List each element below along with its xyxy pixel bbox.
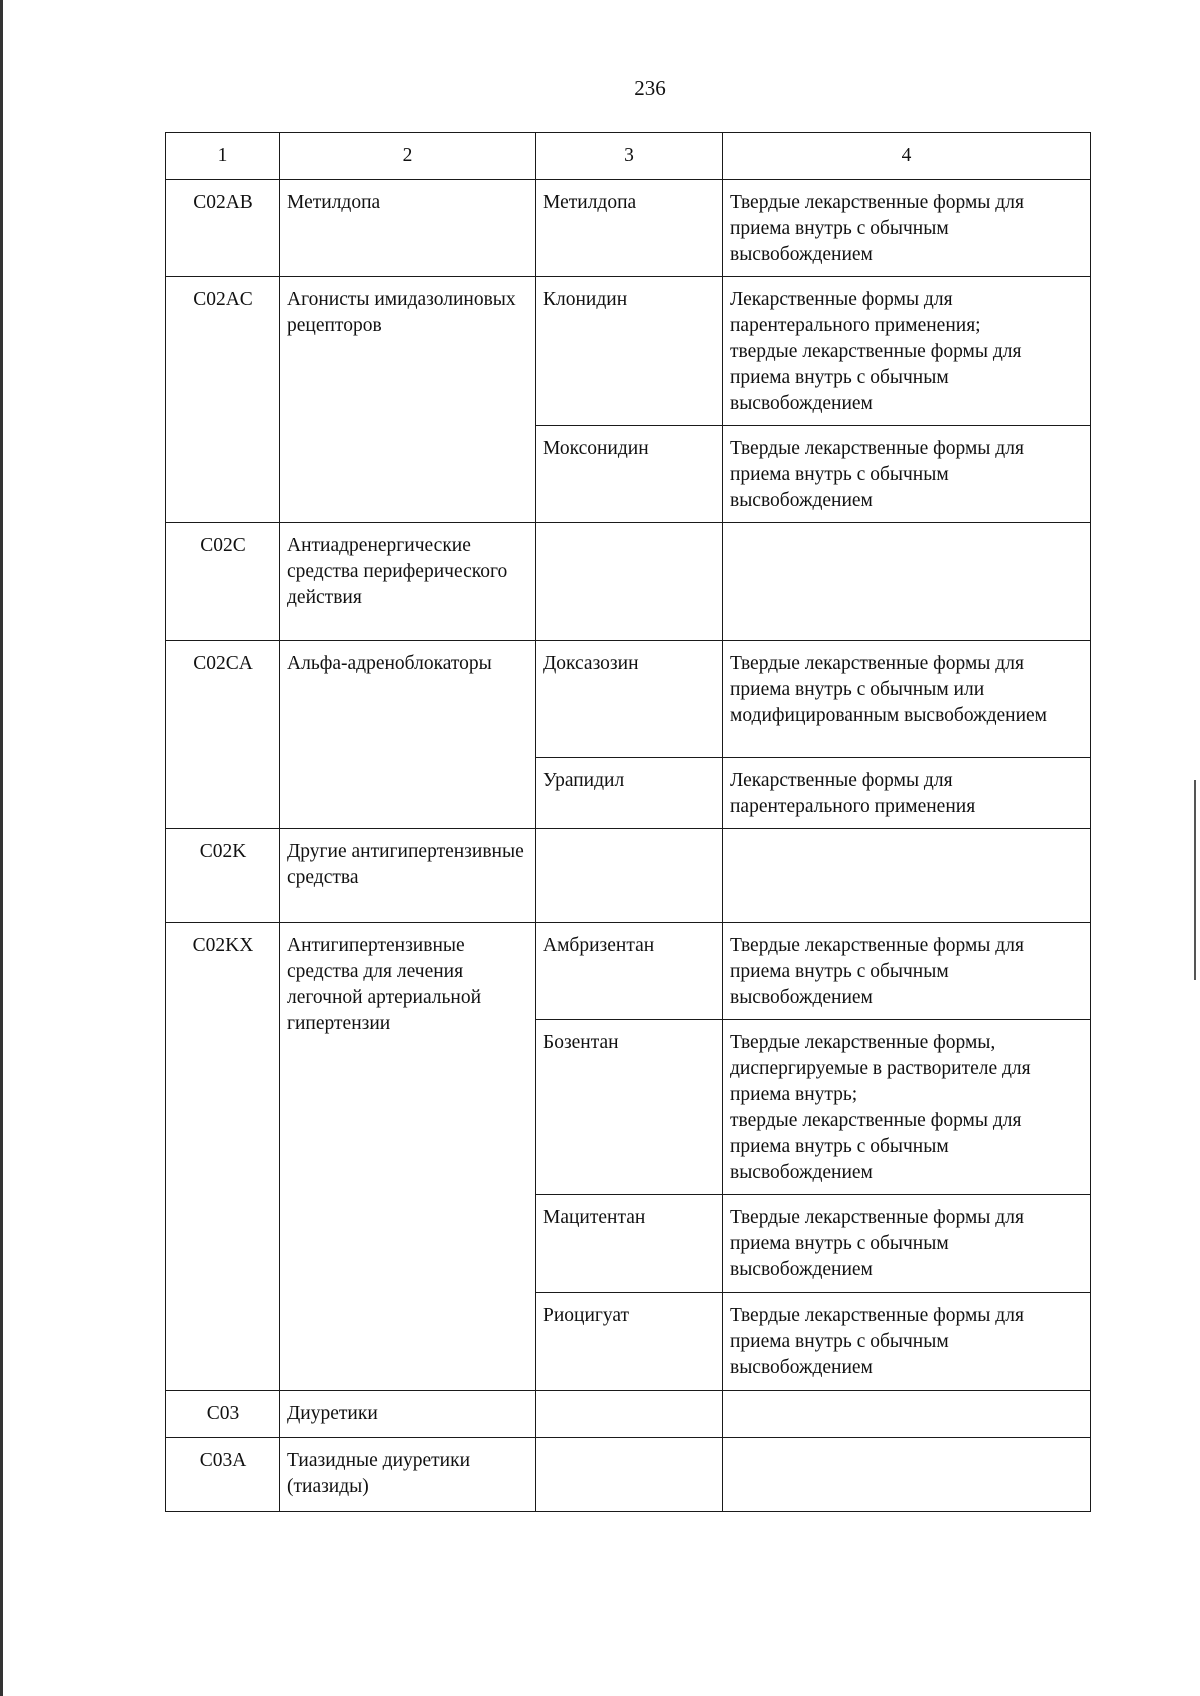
table-row <box>166 1438 1091 1512</box>
drug-name: Риоцигуат <box>536 1293 723 1391</box>
scan-edge-right <box>1194 780 1196 980</box>
table-row <box>166 829 1091 923</box>
atc-group: Антиадренергические средства периферического действия <box>280 523 536 641</box>
drug-name: Клонидин <box>536 277 723 426</box>
dosage-form: Лекарственные формы для парентерального применения; твердые лекарственные формы для приема внутрь с обычным высвобождением <box>723 277 1091 426</box>
atc-code: C03 <box>166 1391 280 1438</box>
dosage-form <box>723 1438 1091 1512</box>
dosage-form: Твердые лекарственные формы, диспергируемые в растворителе для приема внутрь; твердые лекарственные формы для приема внутрь с обычным высвобождением <box>723 1020 1091 1195</box>
atc-group: Метилдопа <box>280 180 536 277</box>
scan-edge <box>0 0 3 1696</box>
dosage-form: Твердые лекарственные формы для приема внутрь с обычным высвобождением <box>723 1195 1091 1293</box>
atc-group: Диуретики <box>280 1391 536 1438</box>
dosage-form: Твердые лекарственные формы для приема внутрь с обычным высвобождением <box>723 426 1091 523</box>
drug-name: Мацитентан <box>536 1195 723 1293</box>
atc-group: Тиазидные диуретики (тиазиды) <box>280 1438 536 1512</box>
dosage-form <box>723 523 1091 641</box>
atc-group: Агонисты имидазолиновых рецепторов <box>280 277 536 523</box>
dosage-form <box>723 829 1091 923</box>
atc-group: Антигипертензивные средства для лечения легочной артериальной гипертензии <box>280 923 536 1391</box>
drug-name: Урапидил <box>536 758 723 829</box>
column-header: 2 <box>280 133 536 180</box>
medication-table <box>165 132 1091 1512</box>
drug-name <box>536 1438 723 1512</box>
table-row <box>166 180 1091 277</box>
page-number: 236 <box>634 76 666 100</box>
drug-name <box>536 829 723 923</box>
table-header-row <box>166 133 1091 180</box>
atc-code: C02CA <box>166 641 280 829</box>
column-header: 4 <box>723 133 1091 180</box>
atc-code: C02C <box>166 523 280 641</box>
column-header: 3 <box>536 133 723 180</box>
drug-name <box>536 523 723 641</box>
table-row <box>166 641 1091 758</box>
table-row <box>166 923 1091 1020</box>
dosage-form: Твердые лекарственные формы для приема внутрь с обычным высвобождением <box>723 923 1091 1020</box>
dosage-form: Твердые лекарственные формы для приема внутрь с обычным высвобождением <box>723 180 1091 277</box>
table-row <box>166 523 1091 641</box>
dosage-form: Твердые лекарственные формы для приема внутрь с обычным или модифицированным высвобождением <box>723 641 1091 758</box>
drug-name: Бозентан <box>536 1020 723 1195</box>
atc-group: Альфа-адреноблокаторы <box>280 641 536 829</box>
drug-name <box>536 1391 723 1438</box>
drug-name: Моксонидин <box>536 426 723 523</box>
drug-name: Метилдопа <box>536 180 723 277</box>
column-header: 1 <box>166 133 280 180</box>
dosage-form: Твердые лекарственные формы для приема внутрь с обычным высвобождением <box>723 1293 1091 1391</box>
dosage-form <box>723 1391 1091 1438</box>
atc-code: C02AC <box>166 277 280 523</box>
table-row <box>166 277 1091 426</box>
atc-code: C03A <box>166 1438 280 1512</box>
atc-code: C02AB <box>166 180 280 277</box>
table-row <box>166 1391 1091 1438</box>
atc-group: Другие антигипертензивные средства <box>280 829 536 923</box>
drug-name: Амбризентан <box>536 923 723 1020</box>
atc-code: C02KX <box>166 923 280 1391</box>
drug-name: Доксазозин <box>536 641 723 758</box>
atc-code: C02K <box>166 829 280 923</box>
dosage-form: Лекарственные формы для парентерального применения <box>723 758 1091 829</box>
